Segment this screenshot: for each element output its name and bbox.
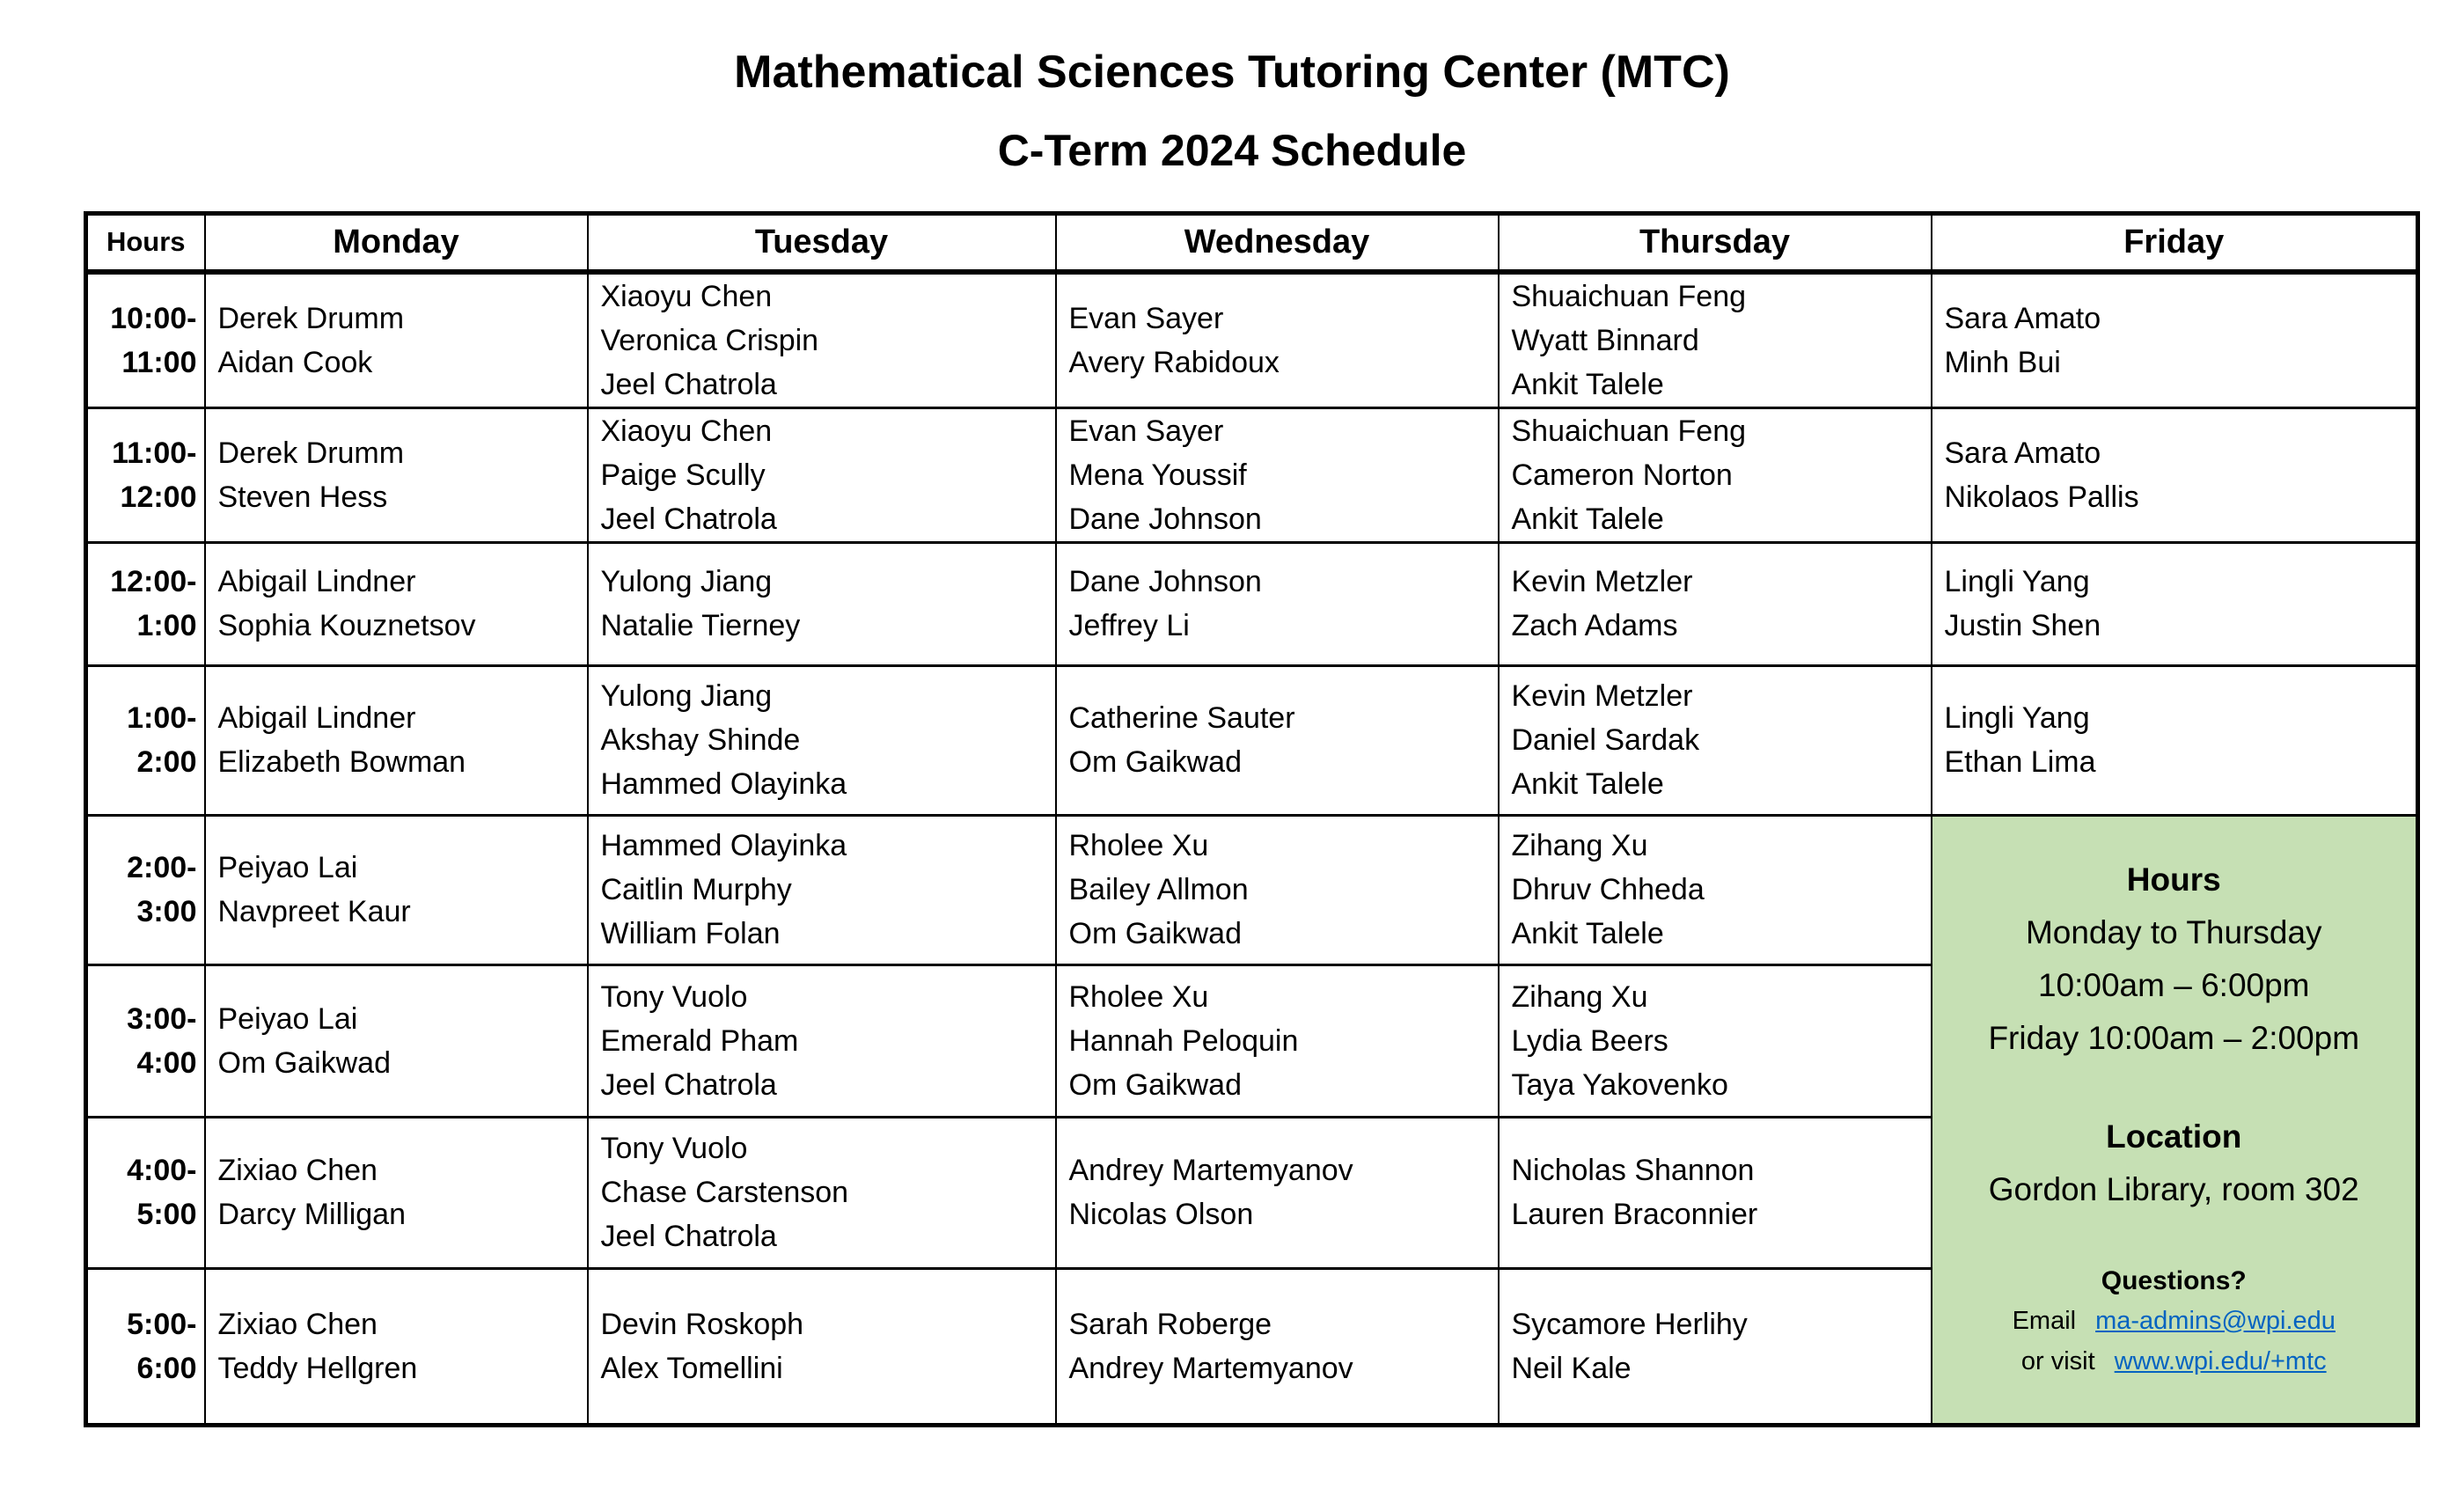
schedule-row [86, 272, 2418, 408]
day-cell [1056, 407, 1499, 542]
tutor-name: Yulong Jiang [600, 679, 773, 713]
tutor-name: Ethan Lima [1944, 745, 2096, 779]
tutor-name: Aidan Cook [217, 345, 373, 379]
column-header-thursday: Thursday [1499, 214, 1932, 272]
page-title: Mathematical Sciences Tutoring Center (MTC) [734, 47, 1730, 98]
day-cell [588, 1117, 1056, 1268]
schedule-table [84, 211, 2420, 1427]
tutor-name: Ankit Talele [1511, 502, 1664, 536]
day-cell [1056, 665, 1499, 815]
tutor-name: Abigail Lindner [217, 565, 416, 598]
tutor-name: Paige Scully [600, 458, 766, 492]
day-cell [205, 815, 588, 964]
tutor-name: Jeffrey Li [1068, 609, 1190, 642]
tutor-name: Om Gaikwad [217, 1045, 391, 1080]
column-header-tuesday: Tuesday [588, 214, 1056, 272]
visit-label: or visit [2020, 1346, 2095, 1375]
day-cell [1056, 272, 1499, 408]
tutor-name: Lydia Beers [1511, 1023, 1668, 1058]
tutor-name: Elizabeth Bowman [217, 745, 466, 779]
day-cell [205, 542, 588, 665]
info-location-line: Gordon Library, room 302 [1988, 1170, 2359, 1207]
tutor-name: Evan Sayer [1068, 414, 1224, 448]
tutor-name: Alex Tomellini [600, 1351, 783, 1385]
tutor-name: Zach Adams [1511, 609, 1678, 642]
tutor-name: Dhruv Chheda [1511, 873, 1705, 906]
hours-cell: 11:00- 12:00 [86, 407, 205, 542]
tutor-name: Jeel Chatrola [600, 1220, 777, 1253]
email-label: Email [2012, 1306, 2077, 1335]
tutor-name: Om Gaikwad [1068, 917, 1242, 950]
tutor-name: Rholee Xu [1068, 829, 1209, 862]
day-cell [1056, 964, 1499, 1117]
tutor-name: Nicholas Shannon [1511, 1154, 1755, 1187]
schedule-row [86, 665, 2418, 815]
tutor-name: Akshay Shinde [600, 723, 801, 757]
day-cell [588, 407, 1056, 542]
tutor-name: Andrey Martemyanov [1068, 1351, 1353, 1385]
hours-cell: 10:00- 11:00 [86, 272, 205, 408]
tutor-name: Hammed Olayinka [600, 767, 847, 801]
day-cell [205, 1117, 588, 1268]
tutor-name: Abigail Lindner [217, 701, 416, 735]
day-cell [205, 1268, 588, 1425]
day-cell [205, 665, 588, 815]
hours-cell: 4:00- 5:00 [86, 1117, 205, 1268]
tutor-name: Lingli Yang [1944, 701, 2090, 735]
hours-cell: 5:00- 6:00 [86, 1268, 205, 1425]
day-cell [205, 407, 588, 542]
tutor-name: Zixiao Chen [217, 1307, 378, 1341]
tutor-name: Mena Youssif [1068, 458, 1247, 492]
tutor-name: Xiaoyu Chen [600, 414, 773, 448]
tutor-name: Xiaoyu Chen [600, 279, 773, 313]
tutor-name: Sarah Roberge [1068, 1307, 1272, 1341]
tutor-name: Neil Kale [1511, 1351, 1632, 1385]
schedule-row [86, 407, 2418, 542]
tutor-name: Sycamore Herlihy [1511, 1307, 1748, 1341]
hours-cell: 12:00- 1:00 [86, 542, 205, 665]
info-location-heading: Location [2106, 1118, 2242, 1155]
tutor-name: Derek Drumm [217, 301, 405, 335]
info-hours-heading: Hours [2126, 861, 2221, 898]
day-cell [588, 1268, 1056, 1425]
tutor-name: Avery Rabidoux [1068, 345, 1280, 379]
tutor-name: Sophia Kouznetsov [217, 609, 476, 642]
tutor-name: Derek Drumm [217, 436, 405, 470]
tutor-name: Dane Johnson [1068, 565, 1262, 598]
hours-cell: 2:00- 3:00 [86, 815, 205, 964]
day-cell [588, 815, 1056, 964]
day-cell [1499, 542, 1932, 665]
tutor-name: Ankit Talele [1511, 367, 1664, 401]
website-link[interactable]: www.wpi.edu/+mtc [2114, 1346, 2327, 1375]
tutor-name: Rholee Xu [1068, 979, 1209, 1014]
hours-cell: 3:00- 4:00 [86, 964, 205, 1117]
tutor-name: Cameron Norton [1511, 458, 1733, 492]
tutor-name: Bailey Allmon [1068, 873, 1249, 906]
day-cell [205, 272, 588, 408]
tutor-name: Jeel Chatrola [600, 502, 777, 536]
info-hours-line: Friday 10:00am – 2:00pm [1988, 1019, 2360, 1056]
tutor-name: Nicolas Olson [1068, 1198, 1254, 1231]
day-cell [1499, 1268, 1932, 1425]
day-cell [588, 272, 1056, 408]
tutor-name: Lauren Braconnier [1511, 1198, 1758, 1231]
info-hours-line: 10:00am – 6:00pm [2037, 966, 2310, 1003]
day-cell [1499, 964, 1932, 1117]
tutor-name: Nikolaos Pallis [1944, 480, 2139, 514]
info-visit-line [1932, 1341, 2416, 1382]
day-cell [1056, 815, 1499, 964]
tutor-name: Andrey Martemyanov [1068, 1154, 1353, 1187]
info-email-line [1932, 1301, 2416, 1341]
tutor-name: Jeel Chatrola [600, 1067, 777, 1102]
tutor-name: Hannah Peloquin [1068, 1023, 1299, 1058]
tutor-name: Steven Hess [217, 480, 388, 514]
tutor-name: Ankit Talele [1511, 767, 1664, 801]
column-header-monday: Monday [205, 214, 588, 272]
info-hours-line: Monday to Thursday [2025, 913, 2322, 950]
hours-cell: 1:00- 2:00 [86, 665, 205, 815]
tutor-name: Veronica Crispin [600, 323, 819, 357]
tutor-name: Darcy Milligan [217, 1198, 406, 1231]
column-header-friday: Friday [1932, 214, 2418, 272]
tutor-name: Om Gaikwad [1068, 1067, 1242, 1102]
day-cell [588, 665, 1056, 815]
day-cell [1932, 272, 2418, 408]
column-header-wednesday: Wednesday [1056, 214, 1499, 272]
tutor-name: Shuaichuan Feng [1511, 279, 1747, 313]
tutor-name: Kevin Metzler [1511, 565, 1693, 598]
tutor-name: Wyatt Binnard [1511, 323, 1699, 357]
schedule-row [86, 815, 2418, 964]
page-header [0, 0, 2464, 176]
tutor-name: Teddy Hellgren [217, 1351, 418, 1385]
day-cell [1932, 542, 2418, 665]
tutor-name: Kevin Metzler [1511, 679, 1693, 713]
day-cell [1499, 272, 1932, 408]
info-questions-heading: Questions? [2101, 1265, 2247, 1295]
day-cell [1056, 542, 1499, 665]
tutor-name: Devin Roskoph [600, 1307, 804, 1341]
day-cell [1932, 407, 2418, 542]
tutor-name: Catherine Sauter [1068, 701, 1295, 735]
tutor-name: Chase Carstenson [600, 1176, 849, 1209]
info-box [1932, 815, 2418, 1425]
tutor-name: Shuaichuan Feng [1511, 414, 1747, 448]
tutor-name: Taya Yakovenko [1511, 1067, 1728, 1102]
header-row [86, 214, 2418, 272]
tutor-name: Daniel Sardak [1511, 723, 1700, 757]
tutor-name: Zihang Xu [1511, 829, 1648, 862]
day-cell [205, 964, 588, 1117]
tutor-name: Lingli Yang [1944, 565, 2090, 598]
tutor-name: Hammed Olayinka [600, 829, 847, 862]
day-cell [1499, 815, 1932, 964]
day-cell [588, 542, 1056, 665]
day-cell [1499, 407, 1932, 542]
tutor-name: Zihang Xu [1511, 979, 1648, 1014]
day-cell [1499, 665, 1932, 815]
email-link[interactable]: ma-admins@wpi.edu [2095, 1306, 2336, 1335]
tutor-name: Tony Vuolo [600, 1132, 748, 1165]
schedule-row [86, 542, 2418, 665]
tutor-name: Caitlin Murphy [600, 873, 792, 906]
tutor-name: Peiyao Lai [217, 851, 358, 884]
tutor-name: Sara Amato [1944, 301, 2101, 335]
day-cell [1056, 1268, 1499, 1425]
tutor-name: Minh Bui [1944, 345, 2061, 379]
tutor-name: Navpreet Kaur [217, 895, 411, 928]
tutor-name: William Folan [600, 917, 781, 950]
day-cell [1932, 665, 2418, 815]
tutor-name: Justin Shen [1944, 609, 2101, 642]
page-subtitle: C-Term 2024 Schedule [997, 126, 1467, 175]
day-cell [1056, 1117, 1499, 1268]
tutor-name: Om Gaikwad [1068, 745, 1242, 779]
tutor-name: Dane Johnson [1068, 502, 1262, 536]
tutor-name: Zixiao Chen [217, 1154, 378, 1187]
column-header-hours: Hours [86, 214, 205, 272]
tutor-name: Jeel Chatrola [600, 367, 777, 401]
tutor-name: Sara Amato [1944, 436, 2101, 470]
day-cell [1499, 1117, 1932, 1268]
tutor-name: Yulong Jiang [600, 565, 773, 598]
tutor-name: Ankit Talele [1511, 917, 1664, 950]
tutor-name: Tony Vuolo [600, 979, 748, 1014]
tutor-name: Peiyao Lai [217, 1001, 358, 1036]
tutor-name: Natalie Tierney [600, 609, 801, 642]
day-cell [588, 964, 1056, 1117]
tutor-name: Emerald Pham [600, 1023, 799, 1058]
tutor-name: Evan Sayer [1068, 301, 1224, 335]
